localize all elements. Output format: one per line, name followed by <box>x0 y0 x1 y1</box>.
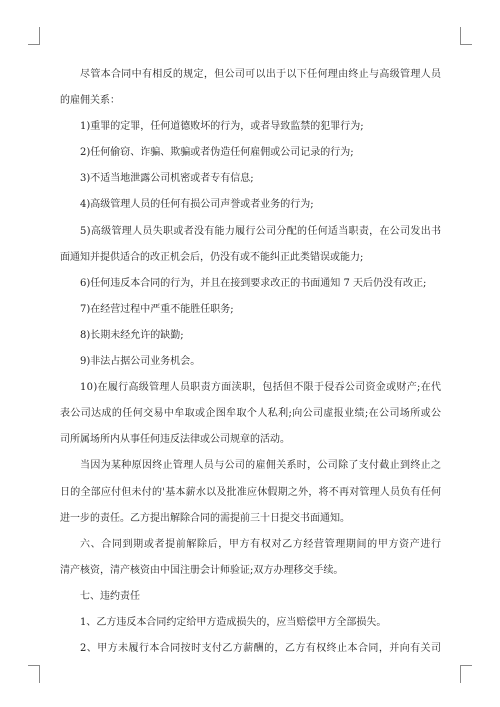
termination-reason-5 <box>60 219 441 271</box>
termination-reason-1 <box>60 114 441 140</box>
section-7-heading <box>60 584 441 610</box>
crop-mark-bottom-left <box>28 665 40 683</box>
text-line: 6)任何违反本合同的行为，并且在接到要求改正的书面通知 7 天后仍没有改正; <box>80 277 427 289</box>
breach-clause-2 <box>60 636 441 662</box>
termination-reason-4 <box>60 192 441 218</box>
text-line: 2、甲方未履行本合同按时支付乙方薪酬的，乙方有权终止本合同，并向有关司 <box>80 643 442 655</box>
crop-mark-top-left <box>28 27 40 45</box>
termination-reason-3 <box>60 166 441 192</box>
text-line: 表公司达成的任何交易中牟取或企图牟取个人私利;向公司虚报业绩;在公司场所或公 <box>60 408 442 420</box>
text-line: 3)不适当地泄露公司机密或者专有信息; <box>80 173 254 185</box>
text-line: 面通知并提供适合的改正机会后，仍没有或不能纠正此类错误或能力; <box>60 251 364 263</box>
text-line: 日的全部应付但未付的'基本薪水以及批准应休假期之外，将不再对管理人员负有任何 <box>60 486 442 498</box>
crop-mark-bottom-right <box>460 665 472 683</box>
termination-reason-10 <box>60 375 441 453</box>
termination-reason-6 <box>60 271 441 297</box>
text-line: 8)长期未经允许的缺勤; <box>80 329 184 341</box>
termination-reason-7 <box>60 297 441 323</box>
breach-clause-1 <box>60 610 441 636</box>
text-line: 司所属场所内从事任何违反法律或公司规章的活动。 <box>60 434 290 446</box>
text-line: 的雇佣关系： <box>60 95 120 107</box>
text-line: 清产核资，清产核资由中国注册会计师验证;双方办理移交手续。 <box>60 564 344 576</box>
text-line: 六、合同到期或者提前解除后，甲方有权对乙方经营管理期间的甲方资产进行 <box>80 538 442 550</box>
section-6-asset-audit <box>60 532 441 584</box>
text-line: 2)任何偷窃、诈骗、欺骗或者伪造任何雇佣或公司记录的行为; <box>80 147 354 159</box>
text-line: 9)非法占据公司业务机会。 <box>80 356 201 368</box>
text-line: 5)高级管理人员失职或者没有能力履行公司分配的任何适当职责，在公司发出书 <box>80 225 442 237</box>
termination-reason-8 <box>60 323 441 349</box>
crop-mark-top-right <box>460 27 472 45</box>
termination-obligations-paragraph <box>60 453 441 531</box>
text-line: 7)在经营过程中严重不能胜任职务; <box>80 303 234 315</box>
text-line: 尽管本合同中有相反的规定，但公司可以出于以下任何理由终止与高级管理人员 <box>80 69 442 80</box>
text-line: 10)在履行高级管理人员职责方面渎职，包括但不限于侵吞公司资金或财产;在代 <box>80 382 442 394</box>
termination-clause-intro <box>60 62 441 114</box>
text-line: 进一步的责任。乙方提出解除合同的需提前三十日提交书面通知。 <box>60 512 350 524</box>
text-line: 当因为某种原因终止管理人员与公司的雇佣关系时，公司除了支付截止到终止之 <box>80 460 442 472</box>
text-line: 1、乙方违反本合同约定给甲方造成损失的，应当赔偿甲方全部损失。 <box>80 616 387 628</box>
text-line: 4)高级管理人员的任何有损公司声誉或者业务的行为; <box>80 199 314 211</box>
document-body <box>60 62 441 662</box>
text-line: 七、违约责任 <box>80 590 140 602</box>
text-line: 1)重罪的定罪，任何道德败坏的行为，或者导致监禁的犯罪行为; <box>80 121 364 133</box>
termination-reason-9 <box>60 349 441 375</box>
termination-reason-2 <box>60 140 441 166</box>
